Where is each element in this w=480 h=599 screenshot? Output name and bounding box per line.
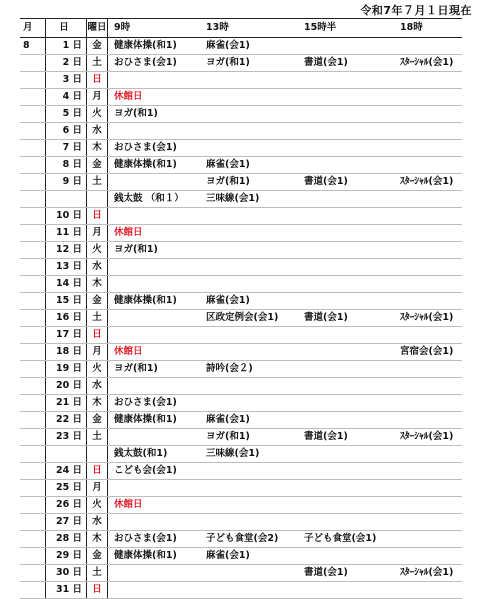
event-330pm (298, 242, 394, 259)
day-cell: 14 日 (46, 276, 87, 293)
table-row (20, 123, 462, 140)
event-330pm (298, 361, 394, 378)
event-9am (108, 310, 201, 327)
month-cell (20, 55, 46, 72)
event-330pm (298, 463, 394, 480)
event-1pm (200, 259, 298, 276)
as-of-date: 令和7年７月１日現在 (360, 4, 472, 17)
event-6pm (394, 276, 462, 293)
event-1pm (200, 327, 298, 344)
month-cell (20, 259, 46, 276)
month-cell (20, 582, 46, 599)
month-cell (20, 344, 46, 361)
event-9am: おひさま(会1) (108, 55, 201, 72)
month-cell: 8 (20, 38, 46, 55)
month-cell (20, 310, 46, 327)
event-330pm (298, 446, 394, 463)
event-330pm (298, 293, 394, 310)
event-330pm: 書道(会1) (298, 310, 394, 327)
event-1pm (200, 140, 298, 157)
event-6pm (394, 378, 462, 395)
event-1pm: ヨガ(和1) (200, 174, 298, 191)
event-1pm: 麻雀(会1) (200, 157, 298, 174)
weekday-cell: 日 (87, 208, 108, 225)
event-9am (108, 565, 201, 582)
weekday-cell: 土 (87, 174, 108, 191)
event-9am (108, 259, 201, 276)
weekday-cell: 月 (87, 225, 108, 242)
month-cell (20, 157, 46, 174)
event-6pm: 宮宿会(会1) (394, 344, 462, 361)
event-9am: おひさま(会1) (108, 531, 201, 548)
event-1pm (200, 276, 298, 293)
event-1pm: 三味線(会1) (200, 191, 298, 208)
weekday-cell: 日 (87, 72, 108, 89)
event-330pm (298, 157, 394, 174)
event-330pm (298, 38, 394, 55)
event-9am: ヨガ(和1) (108, 106, 201, 123)
table-row (20, 531, 462, 548)
event-6pm (394, 225, 462, 242)
table-row (20, 378, 462, 395)
day-cell: 17 日 (46, 327, 87, 344)
event-6pm (394, 582, 462, 599)
day-cell (46, 191, 87, 208)
day-cell: 8 日 (46, 157, 87, 174)
weekday-cell: 火 (87, 361, 108, 378)
table-row (20, 89, 462, 106)
event-330pm (298, 582, 394, 599)
event-1pm (200, 497, 298, 514)
day-cell: 20 日 (46, 378, 87, 395)
event-9am: おひさま(会1) (108, 395, 201, 412)
weekday-cell: 水 (87, 259, 108, 276)
month-cell (20, 531, 46, 548)
event-1pm (200, 242, 298, 259)
event-9am: おひさま(会1) (108, 140, 201, 157)
event-9am (108, 174, 201, 191)
event-6pm (394, 548, 462, 565)
month-cell (20, 293, 46, 310)
event-9am: 休館日 (108, 497, 201, 514)
table-row (20, 72, 462, 89)
weekday-cell: 木 (87, 140, 108, 157)
month-cell (20, 429, 46, 446)
event-9am (108, 327, 201, 344)
table-row (20, 548, 462, 565)
table-row (20, 480, 462, 497)
event-6pm (394, 157, 462, 174)
weekday-cell: 木 (87, 395, 108, 412)
event-330pm (298, 327, 394, 344)
event-6pm (394, 123, 462, 140)
weekday-cell: 水 (87, 123, 108, 140)
event-9am (108, 72, 201, 89)
weekday-cell: 火 (87, 497, 108, 514)
table-row (20, 276, 462, 293)
weekday-cell: 金 (87, 548, 108, 565)
header-row (20, 19, 462, 38)
event-330pm: 書道(会1) (298, 55, 394, 72)
month-cell (20, 463, 46, 480)
event-9am: ヨガ(和1) (108, 361, 201, 378)
event-6pm: ｽﾀｰｼｬﾙ(会1) (394, 310, 462, 327)
month-cell (20, 378, 46, 395)
event-1pm (200, 123, 298, 140)
month-cell (20, 497, 46, 514)
day-cell: 23 日 (46, 429, 87, 446)
event-9am (108, 514, 201, 531)
weekday-cell: 土 (87, 310, 108, 327)
table-row (20, 191, 462, 208)
table-row (20, 446, 462, 463)
event-330pm: 子ども食堂(会1) (298, 531, 394, 548)
event-330pm (298, 378, 394, 395)
table-row (20, 344, 462, 361)
day-cell: 5 日 (46, 106, 87, 123)
event-9am: こども会(会1) (108, 463, 201, 480)
weekday-cell: 月 (87, 480, 108, 497)
day-cell: 11 日 (46, 225, 87, 242)
col-330pm: 15時半 (298, 19, 394, 38)
month-cell (20, 514, 46, 531)
event-9am: 健康体操(和1) (108, 157, 201, 174)
event-9am: 休館日 (108, 89, 201, 106)
event-9am: 銭太鼓 （和１） (108, 191, 201, 208)
day-cell: 27 日 (46, 514, 87, 531)
event-6pm (394, 497, 462, 514)
event-1pm: 麻雀(会1) (200, 548, 298, 565)
event-330pm: 書道(会1) (298, 565, 394, 582)
event-9am (108, 123, 201, 140)
event-6pm (394, 89, 462, 106)
table-row (20, 157, 462, 174)
day-cell: 21 日 (46, 395, 87, 412)
event-6pm (394, 395, 462, 412)
event-6pm (394, 242, 462, 259)
day-cell: 12 日 (46, 242, 87, 259)
weekday-cell (87, 191, 108, 208)
col-1pm: 13時 (200, 19, 298, 38)
event-6pm (394, 140, 462, 157)
day-cell: 22 日 (46, 412, 87, 429)
event-1pm (200, 106, 298, 123)
day-cell: 1 日 (46, 38, 87, 55)
event-6pm: ｽﾀｰｼｬﾙ(会1) (394, 55, 462, 72)
event-330pm: 書道(会1) (298, 174, 394, 191)
event-1pm (200, 378, 298, 395)
event-6pm (394, 259, 462, 276)
event-1pm (200, 514, 298, 531)
weekday-cell: 木 (87, 276, 108, 293)
table-row (20, 140, 462, 157)
event-6pm (394, 72, 462, 89)
schedule-table (20, 18, 462, 599)
month-cell (20, 242, 46, 259)
weekday-cell: 水 (87, 378, 108, 395)
event-1pm: 子ども食堂(会2) (200, 531, 298, 548)
day-cell: 10 日 (46, 208, 87, 225)
day-cell: 16 日 (46, 310, 87, 327)
event-6pm (394, 463, 462, 480)
weekday-cell: 日 (87, 327, 108, 344)
event-330pm (298, 497, 394, 514)
month-cell (20, 446, 46, 463)
table-row (20, 293, 462, 310)
col-month: 月 (20, 19, 46, 38)
event-6pm (394, 38, 462, 55)
col-weekday: 曜日 (87, 19, 108, 38)
event-1pm (200, 582, 298, 599)
event-9am: 銭太鼓(和1) (108, 446, 201, 463)
event-330pm (298, 89, 394, 106)
day-cell: 26 日 (46, 497, 87, 514)
table-row (20, 38, 462, 55)
month-cell (20, 361, 46, 378)
event-9am: 健康体操(和1) (108, 38, 201, 55)
event-330pm (298, 548, 394, 565)
event-6pm (394, 446, 462, 463)
event-6pm (394, 191, 462, 208)
month-cell (20, 327, 46, 344)
event-1pm: ヨガ(和1) (200, 429, 298, 446)
event-6pm (394, 106, 462, 123)
table-row (20, 327, 462, 344)
table-row (20, 225, 462, 242)
event-9am: 健康体操(和1) (108, 548, 201, 565)
event-1pm: 詩吟(会２) (200, 361, 298, 378)
event-6pm (394, 208, 462, 225)
month-cell (20, 208, 46, 225)
month-cell (20, 174, 46, 191)
event-9am: 健康体操(和1) (108, 412, 201, 429)
event-6pm: ｽﾀｰｼｬﾙ(会1) (394, 565, 462, 582)
day-cell (46, 446, 87, 463)
month-cell (20, 276, 46, 293)
month-cell (20, 191, 46, 208)
weekday-cell: 金 (87, 157, 108, 174)
day-cell: 30 日 (46, 565, 87, 582)
event-330pm (298, 72, 394, 89)
event-1pm (200, 463, 298, 480)
event-6pm: ｽﾀｰｼｬﾙ(会1) (394, 174, 462, 191)
event-6pm (394, 412, 462, 429)
event-9am: ヨガ(和1) (108, 242, 201, 259)
event-6pm (394, 514, 462, 531)
weekday-cell: 月 (87, 344, 108, 361)
event-330pm (298, 106, 394, 123)
event-9am: 休館日 (108, 225, 201, 242)
weekday-cell: 月 (87, 89, 108, 106)
weekday-cell: 日 (87, 463, 108, 480)
event-1pm (200, 480, 298, 497)
event-9am (108, 480, 201, 497)
day-cell: 29 日 (46, 548, 87, 565)
col-9am: 9時 (108, 19, 201, 38)
event-330pm (298, 140, 394, 157)
schedule-body (20, 38, 462, 599)
table-row (20, 208, 462, 225)
day-cell: 25 日 (46, 480, 87, 497)
table-row (20, 514, 462, 531)
event-6pm (394, 361, 462, 378)
event-330pm (298, 480, 394, 497)
month-cell (20, 225, 46, 242)
day-cell: 13 日 (46, 259, 87, 276)
weekday-cell: 金 (87, 38, 108, 55)
event-1pm (200, 565, 298, 582)
event-9am: 休館日 (108, 344, 201, 361)
table-row (20, 106, 462, 123)
month-cell (20, 548, 46, 565)
day-cell: 28 日 (46, 531, 87, 548)
weekday-cell: 金 (87, 412, 108, 429)
day-cell: 3 日 (46, 72, 87, 89)
weekday-cell: 水 (87, 514, 108, 531)
day-cell: 18 日 (46, 344, 87, 361)
weekday-cell: 土 (87, 55, 108, 72)
col-day: 日 (46, 19, 87, 38)
event-330pm: 書道(会1) (298, 429, 394, 446)
day-cell: 4 日 (46, 89, 87, 106)
weekday-cell (87, 446, 108, 463)
event-330pm (298, 191, 394, 208)
table-row (20, 429, 462, 446)
table-row (20, 412, 462, 429)
month-cell (20, 72, 46, 89)
month-cell (20, 395, 46, 412)
event-1pm: 麻雀(会1) (200, 412, 298, 429)
month-cell (20, 123, 46, 140)
weekday-cell: 金 (87, 293, 108, 310)
event-330pm (298, 344, 394, 361)
table-row (20, 310, 462, 327)
event-6pm (394, 293, 462, 310)
month-cell (20, 106, 46, 123)
event-9am: 健康体操(和1) (108, 293, 201, 310)
day-cell: 7 日 (46, 140, 87, 157)
event-1pm (200, 89, 298, 106)
table-row (20, 565, 462, 582)
day-cell: 6 日 (46, 123, 87, 140)
event-1pm: 麻雀(会1) (200, 38, 298, 55)
event-1pm (200, 208, 298, 225)
col-6pm: 18時 (394, 19, 462, 38)
event-9am (108, 378, 201, 395)
event-330pm (298, 259, 394, 276)
event-6pm (394, 531, 462, 548)
weekday-cell: 日 (87, 582, 108, 599)
event-330pm (298, 276, 394, 293)
event-330pm (298, 225, 394, 242)
month-cell (20, 140, 46, 157)
month-cell (20, 565, 46, 582)
table-row (20, 55, 462, 72)
day-cell: 9 日 (46, 174, 87, 191)
weekday-cell: 土 (87, 565, 108, 582)
table-row (20, 259, 462, 276)
event-1pm: ヨガ(和1) (200, 55, 298, 72)
event-6pm: ｽﾀｰｼｬﾙ(会1) (394, 429, 462, 446)
table-row (20, 242, 462, 259)
event-330pm (298, 395, 394, 412)
table-row (20, 174, 462, 191)
event-9am (108, 208, 201, 225)
event-1pm (200, 395, 298, 412)
day-cell: 19 日 (46, 361, 87, 378)
table-row (20, 463, 462, 480)
table-row (20, 582, 462, 599)
event-330pm (298, 123, 394, 140)
month-cell (20, 412, 46, 429)
event-330pm (298, 514, 394, 531)
event-9am (108, 582, 201, 599)
table-row (20, 395, 462, 412)
month-cell (20, 89, 46, 106)
event-1pm (200, 344, 298, 361)
weekday-cell: 火 (87, 242, 108, 259)
table-row (20, 361, 462, 378)
event-1pm (200, 72, 298, 89)
table-row (20, 497, 462, 514)
day-cell: 31 日 (46, 582, 87, 599)
weekday-cell: 土 (87, 429, 108, 446)
event-6pm (394, 327, 462, 344)
month-cell (20, 480, 46, 497)
weekday-cell: 火 (87, 106, 108, 123)
event-330pm (298, 208, 394, 225)
event-1pm (200, 225, 298, 242)
event-9am (108, 276, 201, 293)
day-cell: 24 日 (46, 463, 87, 480)
event-330pm (298, 412, 394, 429)
event-6pm (394, 480, 462, 497)
day-cell: 15 日 (46, 293, 87, 310)
weekday-cell: 木 (87, 531, 108, 548)
event-1pm: 区政定例会(会1) (200, 310, 298, 327)
event-9am (108, 429, 201, 446)
event-1pm: 麻雀(会1) (200, 293, 298, 310)
event-1pm: 三味線(会1) (200, 446, 298, 463)
day-cell: 2 日 (46, 55, 87, 72)
